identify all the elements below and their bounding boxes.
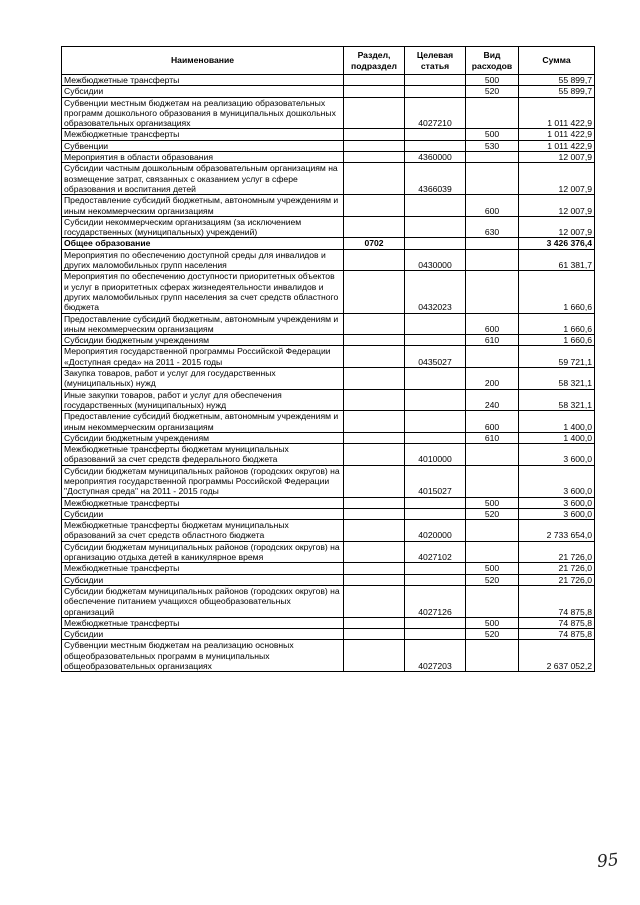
row-section <box>344 346 405 368</box>
row-article <box>405 335 466 346</box>
row-article: 4015027 <box>405 465 466 497</box>
row-sum: 21 726,0 <box>519 541 595 563</box>
row-section <box>344 432 405 443</box>
row-name: Субсидии <box>62 508 344 519</box>
table-row <box>62 86 595 97</box>
row-sum: 2 637 052,2 <box>519 640 595 672</box>
row-section <box>344 129 405 140</box>
row-article <box>405 508 466 519</box>
row-sum: 3 600,0 <box>519 465 595 497</box>
table-row <box>62 617 595 628</box>
row-article <box>405 368 466 390</box>
row-type <box>466 585 519 617</box>
row-type: 520 <box>466 574 519 585</box>
header-article: Целевая статья <box>405 47 466 75</box>
row-section <box>344 368 405 390</box>
row-section <box>344 216 405 238</box>
row-name: Субвенции местным бюджетам на реализацию основных общеобразовательных программ в муниципальных общеобразовательных организациях <box>62 640 344 672</box>
row-article: 0435027 <box>405 346 466 368</box>
row-article <box>405 216 466 238</box>
row-name: Мероприятия по обеспечению доступности приоритетных объектов и услуг в приоритетных сферах жизнедеятельности инвалидов и других маломобильных групп населения за счет средств областного бюджета <box>62 271 344 313</box>
row-type: 520 <box>466 86 519 97</box>
row-name: Общее образование <box>62 238 344 249</box>
row-section <box>344 465 405 497</box>
table-row <box>62 432 595 443</box>
table-row <box>62 140 595 151</box>
row-type: 600 <box>466 411 519 433</box>
row-type: 600 <box>466 313 519 335</box>
row-sum: 1 400,0 <box>519 411 595 433</box>
row-name: Субсидии бюджетам муниципальных районов (городских округов) на мероприятия государственной программы Российской Федерации "Доступная среда" на 2011 - 2015 годы <box>62 465 344 497</box>
row-section <box>344 585 405 617</box>
row-name: Субвенции местным бюджетам на реализацию образовательных программ дошкольного образования в муниципальных дошкольных образовательных организациях <box>62 97 344 129</box>
table-row <box>62 389 595 411</box>
row-article: 4027126 <box>405 585 466 617</box>
row-type: 500 <box>466 617 519 628</box>
row-sum: 3 600,0 <box>519 444 595 466</box>
table-header <box>62 47 595 75</box>
table-row <box>62 129 595 140</box>
table-row <box>62 163 595 195</box>
header-name: Наименование <box>62 47 344 75</box>
row-name: Межбюджетные трансферты <box>62 563 344 574</box>
row-type: 240 <box>466 389 519 411</box>
row-type: 520 <box>466 508 519 519</box>
row-type: 200 <box>466 368 519 390</box>
row-name: Межбюджетные трансферты <box>62 497 344 508</box>
row-article <box>405 629 466 640</box>
row-section <box>344 86 405 97</box>
row-name: Субсидии бюджетам муниципальных районов (городских округов) на организацию отдыха детей в каникулярное время <box>62 541 344 563</box>
row-name: Межбюджетные трансферты <box>62 617 344 628</box>
row-section <box>344 617 405 628</box>
row-article <box>405 617 466 628</box>
row-name: Мероприятия государственной программы Российской Федерации «Доступная среда» на 2011 - 2015 годы <box>62 346 344 368</box>
row-section <box>344 520 405 542</box>
row-sum: 1 400,0 <box>519 432 595 443</box>
row-sum: 74 875,8 <box>519 617 595 628</box>
row-sum: 55 899,7 <box>519 75 595 86</box>
row-name: Межбюджетные трансферты бюджетам муниципальных образований за счет средств областного бюджета <box>62 520 344 542</box>
row-section <box>344 97 405 129</box>
row-section <box>344 574 405 585</box>
row-name: Иные закупки товаров, работ и услуг для обеспечения государственных (муниципальных) нужд <box>62 389 344 411</box>
row-article: 4020000 <box>405 520 466 542</box>
table-row <box>62 75 595 86</box>
table-row <box>62 195 595 217</box>
row-article <box>405 86 466 97</box>
row-sum: 58 321,1 <box>519 368 595 390</box>
row-sum: 3 426 376,4 <box>519 238 595 249</box>
row-article <box>405 238 466 249</box>
row-article: 0430000 <box>405 249 466 271</box>
table-row <box>62 216 595 238</box>
row-name: Субсидии <box>62 86 344 97</box>
row-section <box>344 411 405 433</box>
row-sum: 1 011 422,9 <box>519 140 595 151</box>
row-section <box>344 497 405 508</box>
row-name: Субсидии <box>62 574 344 585</box>
row-section <box>344 335 405 346</box>
row-type <box>466 271 519 313</box>
row-article: 4360000 <box>405 152 466 163</box>
table-row <box>62 368 595 390</box>
row-article <box>405 140 466 151</box>
table-row <box>62 313 595 335</box>
row-name: Субсидии бюджетам муниципальных районов (городских округов) на обеспечение питанием учащихся общеобразовательных организаций <box>62 585 344 617</box>
row-article <box>405 75 466 86</box>
row-article <box>405 563 466 574</box>
table-row <box>62 585 595 617</box>
row-type: 500 <box>466 497 519 508</box>
row-type <box>466 163 519 195</box>
row-section <box>344 563 405 574</box>
table-row <box>62 508 595 519</box>
row-type <box>466 152 519 163</box>
table-row <box>62 640 595 672</box>
row-sum: 12 007,9 <box>519 195 595 217</box>
row-article: 4027210 <box>405 97 466 129</box>
header-section: Раздел, подраздел <box>344 47 405 75</box>
row-type <box>466 238 519 249</box>
row-sum: 2 733 654,0 <box>519 520 595 542</box>
header-sum: Сумма <box>519 47 595 75</box>
row-type <box>466 444 519 466</box>
row-name: Субсидии <box>62 629 344 640</box>
row-section <box>344 75 405 86</box>
table-row <box>62 249 595 271</box>
row-type: 600 <box>466 195 519 217</box>
row-article <box>405 313 466 335</box>
table-row <box>62 271 595 313</box>
table-row <box>62 629 595 640</box>
row-sum: 12 007,9 <box>519 163 595 195</box>
row-type <box>466 249 519 271</box>
row-article: 4010000 <box>405 444 466 466</box>
row-article: 0432023 <box>405 271 466 313</box>
row-sum: 1 660,6 <box>519 313 595 335</box>
row-type: 630 <box>466 216 519 238</box>
row-name: Предоставление субсидий бюджетным, автономным учреждениям и иным некоммерческим организациям <box>62 195 344 217</box>
row-type <box>466 465 519 497</box>
table-row <box>62 444 595 466</box>
row-sum: 59 721,1 <box>519 346 595 368</box>
row-article <box>405 389 466 411</box>
row-name: Межбюджетные трансферты <box>62 75 344 86</box>
row-type <box>466 520 519 542</box>
table-row <box>62 152 595 163</box>
row-sum: 21 726,0 <box>519 574 595 585</box>
table-row <box>62 574 595 585</box>
table-body <box>62 75 595 672</box>
row-name: Субсидии бюджетным учреждениям <box>62 432 344 443</box>
row-name: Субвенции <box>62 140 344 151</box>
row-section <box>344 313 405 335</box>
row-section <box>344 629 405 640</box>
budget-table <box>61 46 595 672</box>
row-article <box>405 411 466 433</box>
row-section <box>344 195 405 217</box>
row-name: Межбюджетные трансферты бюджетам муниципальных образований за счет средств федерального бюджета <box>62 444 344 466</box>
row-name: Мероприятия в области образования <box>62 152 344 163</box>
row-article: 4027102 <box>405 541 466 563</box>
row-sum: 12 007,9 <box>519 152 595 163</box>
row-sum: 12 007,9 <box>519 216 595 238</box>
row-sum: 3 600,0 <box>519 497 595 508</box>
row-type <box>466 541 519 563</box>
row-type: 530 <box>466 140 519 151</box>
row-sum: 55 899,7 <box>519 86 595 97</box>
table-row <box>62 520 595 542</box>
table-row <box>62 238 595 249</box>
row-name: Закупка товаров, работ и услуг для государственных (муниципальных) нужд <box>62 368 344 390</box>
row-article <box>405 574 466 585</box>
row-section <box>344 271 405 313</box>
row-sum: 61 381,7 <box>519 249 595 271</box>
table-row <box>62 335 595 346</box>
row-section <box>344 508 405 519</box>
row-sum: 1 660,6 <box>519 335 595 346</box>
row-section <box>344 152 405 163</box>
row-section <box>344 163 405 195</box>
row-name: Субсидии некоммерческим организациям (за исключением государственных (муниципальных) учреждений) <box>62 216 344 238</box>
row-section <box>344 389 405 411</box>
row-article <box>405 195 466 217</box>
row-name: Предоставление субсидий бюджетным, автономным учреждениям и иным некоммерческим организациям <box>62 411 344 433</box>
row-sum: 58 321,1 <box>519 389 595 411</box>
row-section <box>344 140 405 151</box>
row-type <box>466 640 519 672</box>
row-section <box>344 444 405 466</box>
row-article: 4027203 <box>405 640 466 672</box>
header-type: Вид расходов <box>466 47 519 75</box>
row-section <box>344 541 405 563</box>
row-sum: 21 726,0 <box>519 563 595 574</box>
row-article <box>405 129 466 140</box>
row-type: 500 <box>466 75 519 86</box>
row-type: 520 <box>466 629 519 640</box>
row-sum: 74 875,8 <box>519 629 595 640</box>
row-sum: 3 600,0 <box>519 508 595 519</box>
row-sum: 74 875,8 <box>519 585 595 617</box>
row-name: Предоставление субсидий бюджетным, автономным учреждениям и иным некоммерческим организациям <box>62 313 344 335</box>
row-type: 500 <box>466 563 519 574</box>
row-article: 4366039 <box>405 163 466 195</box>
handwritten-page-number: 95 <box>596 849 620 873</box>
row-type <box>466 346 519 368</box>
row-section: 0702 <box>344 238 405 249</box>
row-type: 500 <box>466 129 519 140</box>
table-row <box>62 497 595 508</box>
table-row <box>62 97 595 129</box>
row-name: Субсидии частным дошкольным образовательным организациям на возмещение затрат, связанных с оказанием услуг в сфере образования и воспитания детей <box>62 163 344 195</box>
row-article <box>405 497 466 508</box>
row-sum: 1 660,6 <box>519 271 595 313</box>
table-row <box>62 541 595 563</box>
table-row <box>62 465 595 497</box>
table-row <box>62 411 595 433</box>
row-sum: 1 011 422,9 <box>519 97 595 129</box>
row-type <box>466 97 519 129</box>
row-section <box>344 249 405 271</box>
row-article <box>405 432 466 443</box>
row-name: Мероприятия по обеспечению доступной среды для инвалидов и других маломобильных групп населения <box>62 249 344 271</box>
row-name: Субсидии бюджетным учреждениям <box>62 335 344 346</box>
table-row <box>62 346 595 368</box>
row-section <box>344 640 405 672</box>
table-row <box>62 563 595 574</box>
row-type: 610 <box>466 432 519 443</box>
row-type: 610 <box>466 335 519 346</box>
row-sum: 1 011 422,9 <box>519 129 595 140</box>
row-name: Межбюджетные трансферты <box>62 129 344 140</box>
